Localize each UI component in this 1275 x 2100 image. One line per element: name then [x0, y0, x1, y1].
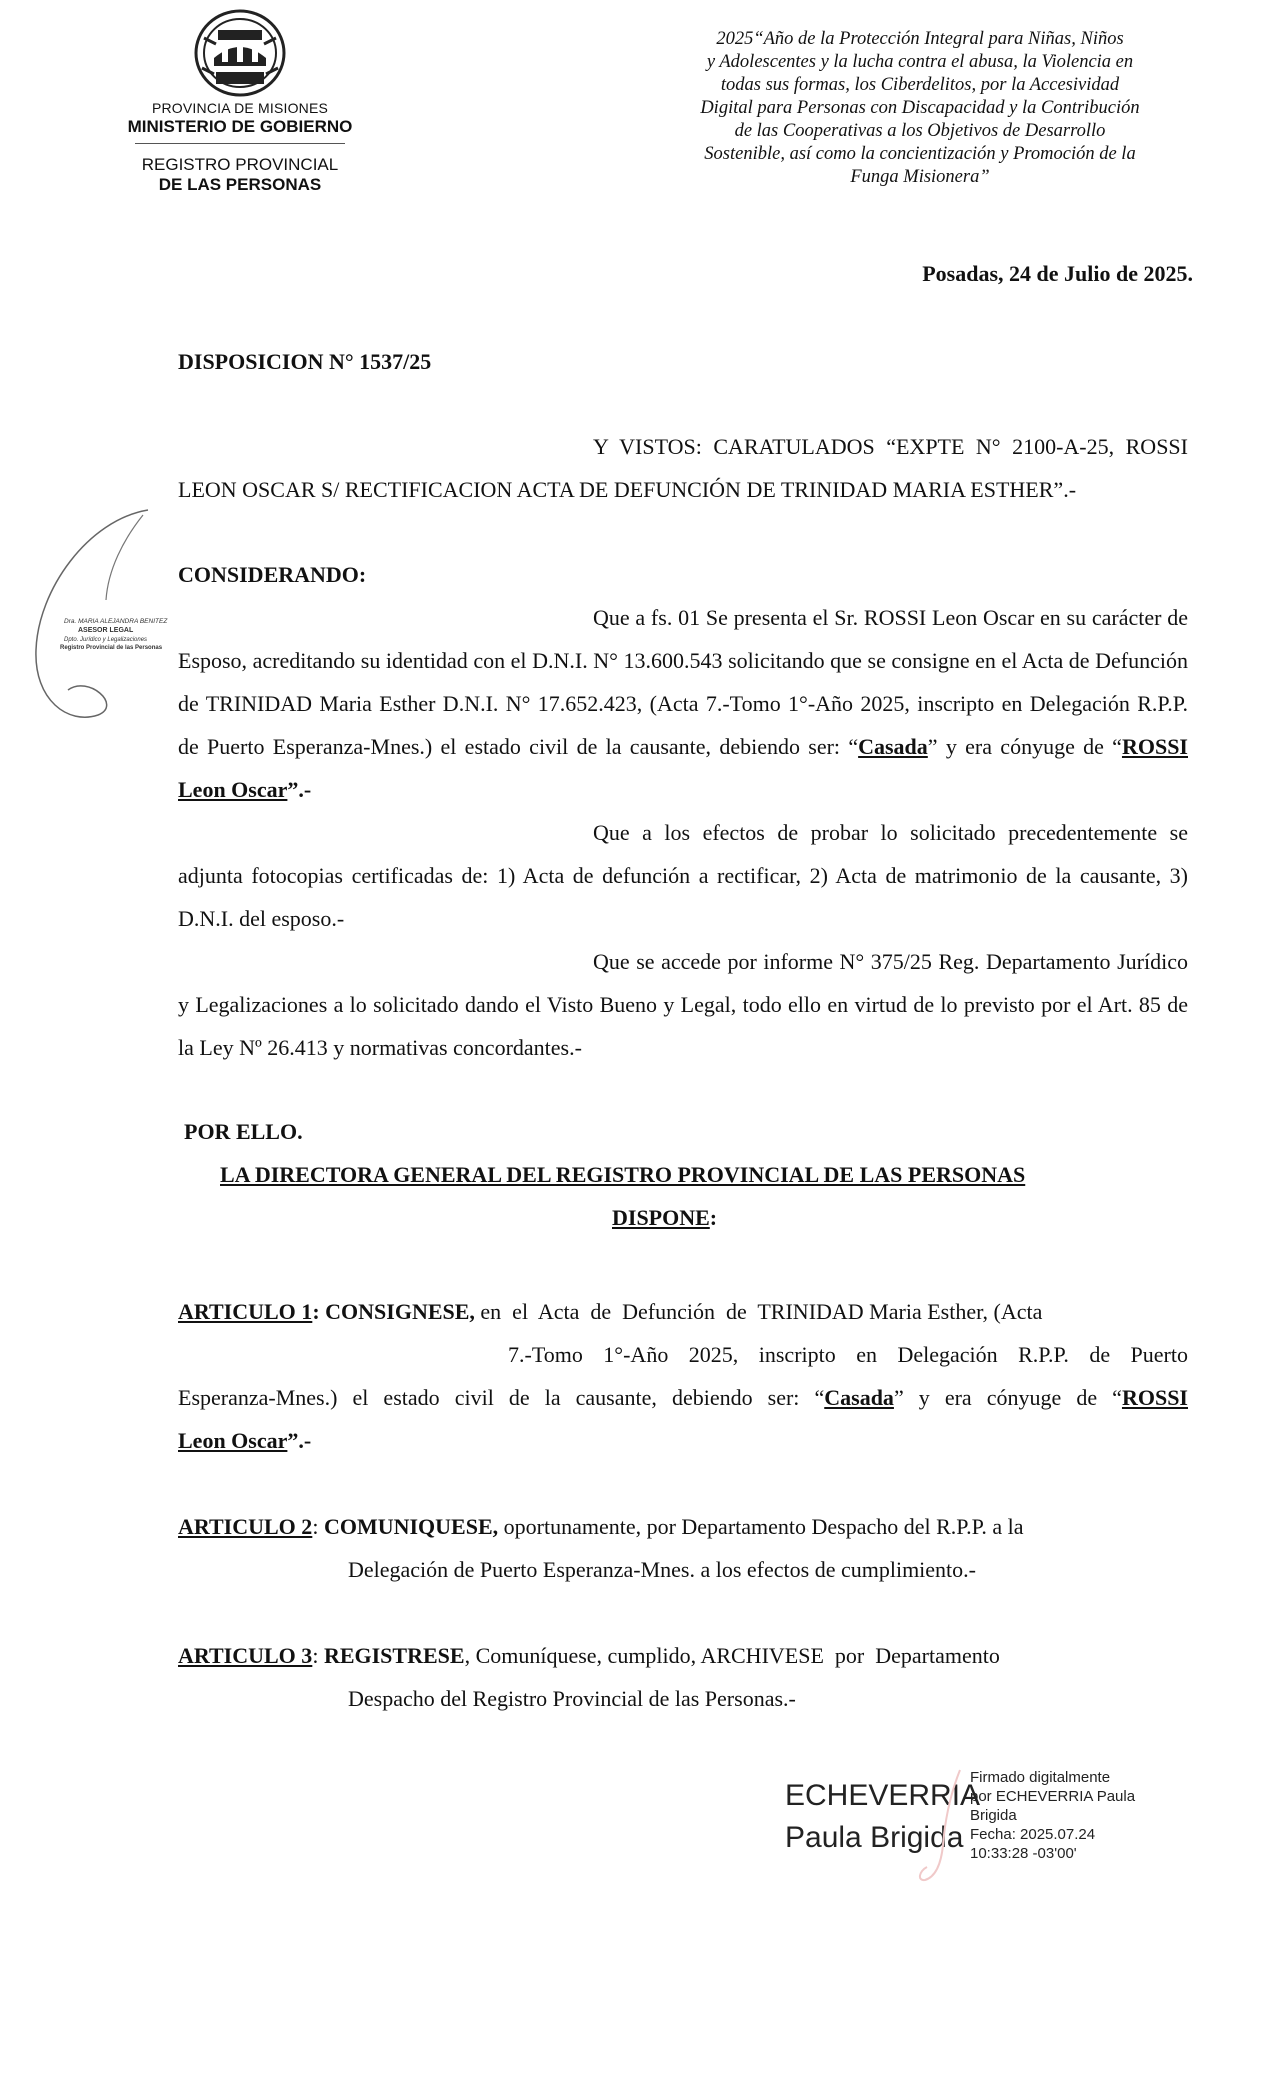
dispone-label: DISPONE: [612, 1205, 710, 1230]
article-1-verb: CONSIGNESE,: [325, 1299, 475, 1324]
article-1-colon: :: [312, 1299, 326, 1324]
article-2-text: oportunamente, por Departamento Despacho del R.P.P. a la: [498, 1514, 1024, 1539]
civil-status: Casada: [858, 734, 928, 759]
article-1-line3: [178, 1376, 1188, 1419]
article-1-text-a: Esperanza-Mnes.) el estado civil de la causante, debiendo ser: “: [178, 1385, 825, 1410]
article-2-colon: :: [312, 1514, 324, 1539]
disposition-title: DISPOSICION N° 1537/25: [178, 349, 432, 374]
article-1-end: ”.-: [287, 1428, 312, 1453]
article-2-line2: Delegación de Puerto Esperanza-Mnes. a los efectos de cumplimiento.-: [348, 1557, 976, 1582]
motto-line: Digital para Personas con Discapacidad y la Contribución: [700, 98, 1140, 118]
article-1-text-b: ” y era cónyuge de “: [893, 1385, 1122, 1410]
article-3-colon: :: [312, 1643, 324, 1668]
vistos-paragraph: Y VISTOS: CARATULADOS “EXPTE N° 2100-A-25, ROSSI LEON OSCAR S/ RECTIFICACION ACTA DE DEFUNCIÓN DE TRINIDAD MARIA ESTHER”.-: [178, 434, 1188, 502]
signature-info-line: Brigida: [970, 1807, 1017, 1824]
motto-line: Sostenible, así como la concientización y Promoción de la: [704, 144, 1136, 164]
considerando-text-end: ”.-: [287, 777, 312, 802]
motto-line: todas sus formas, los Ciberdelitos, por la Accesividad: [720, 75, 1120, 95]
header-ministry: MINISTERIO DE GOBIERNO: [127, 117, 353, 136]
article-1-civil-status: Casada: [824, 1385, 894, 1410]
province-seal-logo: [192, 8, 288, 98]
stamp-line: Registro Provincial de las Personas: [60, 645, 163, 651]
date-line: Posadas, 24 de Julio de 2025.: [922, 261, 1193, 286]
stamp-line: Dpto. Jurídico y Legalizaciones: [64, 637, 148, 643]
article-2-label: ARTICULO 2: [178, 1514, 313, 1539]
considerando-text: Que a fs. 01 Se presenta el Sr. ROSSI Leon Oscar en su carácter de Esposo, acreditando su identidad con el D.N.I. N° 13.600.543 solicitando que se consigne en el Acta de Defunción de TRINIDAD Maria Esther D.N.I. N° 17.652.423, (Acta 7.-Tomo 1°-Año 2025, inscripto en Delegación R.P.P. de Puerto Esperanza-Mnes.) el estado civil de la causante, debiendo ser: “: [178, 605, 1188, 759]
dispone-heading: [612, 1196, 717, 1239]
digital-signature-info: [970, 1768, 1140, 1863]
signature-name-line1: ECHEVERRIA: [785, 1779, 981, 1812]
header-registry-line1: REGISTRO PROVINCIAL: [141, 155, 339, 174]
signature-info-line: 10:33:28 -03'00': [970, 1845, 1077, 1862]
stamp-line: Dra. MARIA ALEJANDRA BENITEZ: [64, 618, 168, 625]
article-2-verb: COMUNIQUESE,: [323, 1514, 499, 1539]
por-ello-heading: POR ELLO.: [184, 1119, 303, 1144]
signature-name-line2: Paula Brigida: [785, 1821, 964, 1854]
article-1-spouse-a: ROSSI: [1121, 1385, 1188, 1410]
motto-line: 2025“Año de la Protección Integral para Niñas, Niños: [716, 29, 1124, 49]
article-3-verb: REGISTRESE: [323, 1643, 465, 1668]
considerando-text-mid: ” y era cónyuge de “: [927, 734, 1122, 759]
header-registry-line2: DE LAS PERSONAS: [158, 175, 322, 194]
article-1-text: en el Acta de Defunción de TRINIDAD Maria Esther, (Acta: [474, 1299, 1043, 1324]
directora-heading: LA DIRECTORA GENERAL DEL REGISTRO PROVINCIAL DE LAS PERSONAS: [220, 1162, 1026, 1187]
considerando-paragraph-1: [178, 596, 1188, 811]
article-1-line4: [178, 1419, 311, 1462]
signature-info-line: por ECHEVERRIA Paula: [970, 1788, 1136, 1805]
article-3: [178, 1634, 1000, 1677]
article-1-spouse-b: Leon Oscar: [178, 1428, 288, 1453]
article-3-line2: Despacho del Registro Provincial de las Personas.-: [348, 1686, 796, 1711]
stamp-line: ASESOR LEGAL: [78, 627, 134, 634]
motto-line: y Adolescentes y la lucha contra el abusa, la Violencia en: [706, 52, 1134, 72]
motto-line: Funga Misionera”: [850, 167, 990, 187]
considerando-paragraph-3: Que se accede por informe N° 375/25 Reg. Departamento Jurídico y Legalizaciones a lo solicitado dando el Visto Bueno y Legal, todo ello en virtud de lo previsto por el Art. 85 de la Ley Nº 26.413 y normativas concordantes.-: [178, 949, 1188, 1060]
motto-line: de las Cooperativas a los Objetivos de Desarrollo: [734, 121, 1106, 141]
considerando-heading: CONSIDERANDO:: [178, 562, 367, 587]
article-3-label: ARTICULO 3: [178, 1643, 313, 1668]
signature-info-line: Fecha: 2025.07.24: [970, 1826, 1096, 1843]
legal-advisor-stamp: [28, 500, 188, 730]
article-3-text: , Comuníquese, cumplido, ARCHIVESE por Departamento: [464, 1643, 1000, 1668]
article-1: [178, 1290, 1188, 1333]
article-1-line2: 7.-Tomo 1°-Año 2025, inscripto en Delegación R.P.P. de Puerto: [508, 1342, 1188, 1367]
article-1-label: ARTICULO 1: [178, 1299, 313, 1324]
dispone-colon: :: [709, 1205, 718, 1230]
spouse-name: ROSSI Leon Oscar: [178, 734, 1188, 802]
header-divider: [135, 143, 345, 144]
considerando-paragraph-2: Que a los efectos de probar lo solicitado precedentemente se adjunta fotocopias certificadas de: 1) Acta de defunción a rectificar, 2) Acta de matrimonio de la causante, 3) D.N.I. del esposo.-: [178, 820, 1188, 931]
signature-flourish: [905, 1765, 975, 1885]
header-province: PROVINCIA DE MISIONES: [151, 100, 329, 116]
signature-info-line: Firmado digitalmente: [970, 1769, 1111, 1786]
year-motto: [660, 28, 1180, 189]
article-2: [178, 1505, 1024, 1548]
